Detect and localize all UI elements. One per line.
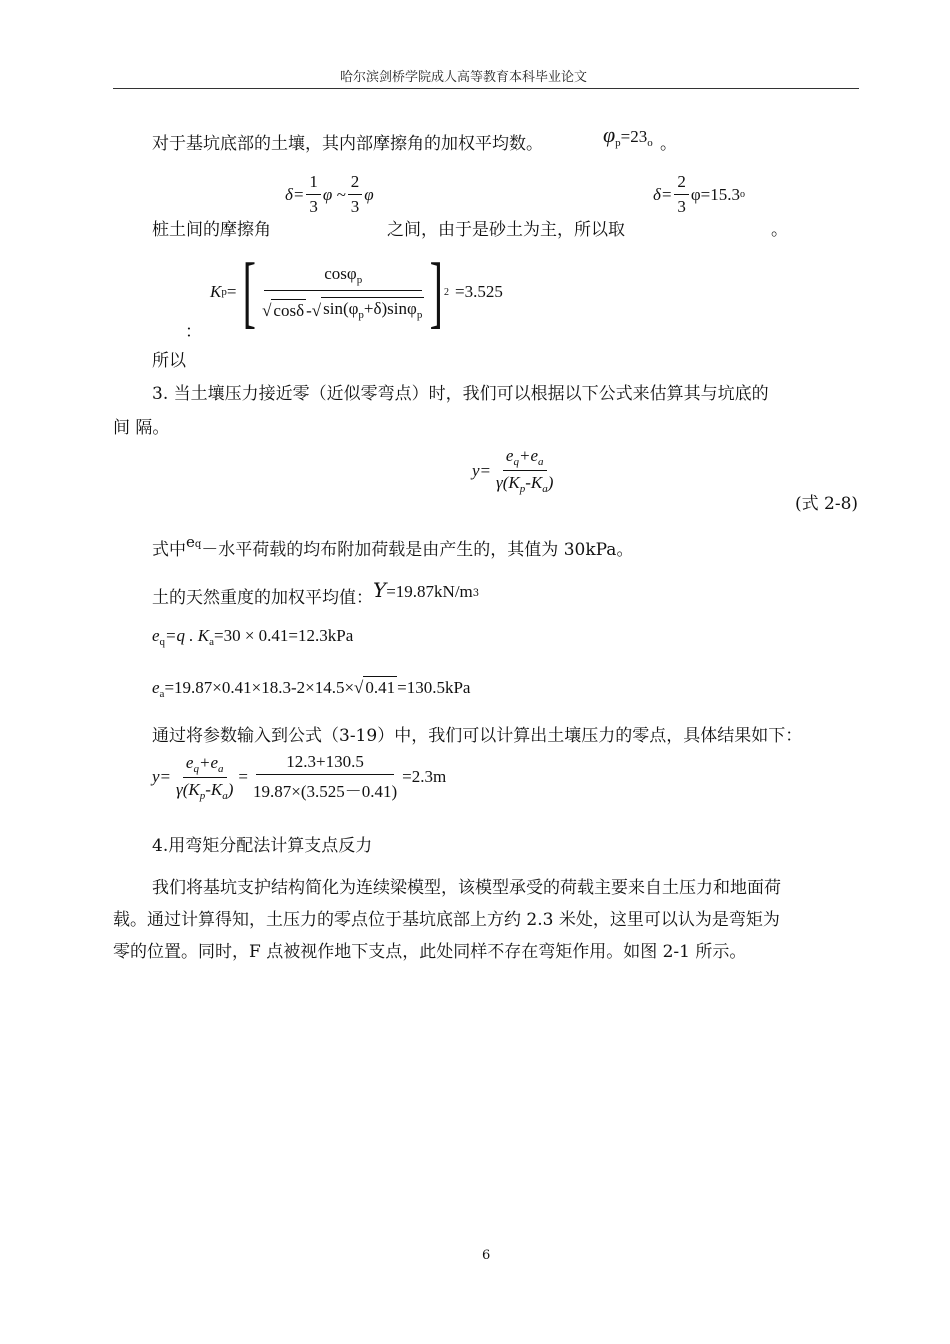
cos-delta: cosδ xyxy=(273,300,305,320)
sub: q xyxy=(159,636,166,648)
d-c: ) xyxy=(227,779,234,799)
numerator xyxy=(183,753,227,778)
period: 。 xyxy=(771,220,788,240)
delta-lhs: δ= xyxy=(653,184,673,204)
fraction-one-third xyxy=(306,172,321,217)
sub: p xyxy=(416,308,423,321)
kp-formula: K p = [ cosφ$_p$ √ cosδ -√ $\sin(\varphi_p+\delta)\sin\varphi_p$ ] 2 =3.525 xyxy=(210,248,503,336)
gamma-symbol: Y xyxy=(373,578,387,602)
equation-ea xyxy=(152,676,470,700)
period: 。 xyxy=(660,134,677,154)
paragraph-friction-avg xyxy=(152,134,543,154)
sub: p xyxy=(199,789,206,802)
sub: a xyxy=(159,688,165,700)
delta-range-formula xyxy=(285,172,374,217)
paragraph-substitution: 通过将参数输入到公式（3-19）中，我们可以计算出土壤压力的零点，具体结果如下： xyxy=(152,726,803,746)
fraction xyxy=(493,446,556,495)
sin-a: sin(φ xyxy=(323,298,359,318)
page-number: 6 xyxy=(482,1248,491,1263)
sub: q xyxy=(194,539,202,550)
denominator xyxy=(493,471,556,495)
e: e xyxy=(152,678,160,697)
num: 1 xyxy=(306,172,321,195)
paragraph-continuous-beam-line3: 零的位置。同时，F 点被视作地下支点，此处同样不存在弯矩作用。如图 2-1 所示。 xyxy=(113,942,747,962)
section-heading: 4.用弯矩分配法计算支点反力 xyxy=(152,836,373,856)
sub: q xyxy=(193,762,199,775)
d-b: -K xyxy=(205,779,223,799)
sin-term xyxy=(321,297,424,321)
d-a: γ(K xyxy=(496,473,520,492)
fraction-symbolic xyxy=(173,753,236,802)
phi-tilde: φ ~ xyxy=(322,184,346,204)
sqrt: √ 0.41 xyxy=(354,678,396,697)
numerator xyxy=(503,446,547,471)
header-rule xyxy=(113,88,859,89)
text: 对于基坑底部的土壤，其内部摩擦角的加权平均数。 xyxy=(152,134,543,154)
eq-symbol xyxy=(186,533,201,551)
sub: q xyxy=(513,456,519,468)
e: e xyxy=(186,533,195,551)
num: 2 xyxy=(674,172,689,195)
equation-y-result xyxy=(152,752,446,802)
num: 2 xyxy=(348,172,363,195)
value: =19.87kN/m xyxy=(386,582,473,601)
sub: p xyxy=(519,483,526,495)
sub: p xyxy=(221,286,227,298)
page-header: 哈尔滨剑桥学院成人高等教育本科毕业论文 xyxy=(340,70,588,85)
kp-numerator xyxy=(264,264,422,291)
y-lhs: y= xyxy=(152,767,172,786)
minus: - xyxy=(306,300,312,320)
power: 2 xyxy=(443,286,449,298)
sub: a xyxy=(209,636,214,648)
equation-label: (式 2-8) xyxy=(795,494,859,514)
sqrt-sin: √ $\sin(\varphi_p+\delta)\sin\varphi_p$ xyxy=(311,298,423,321)
denominator: 19.87×(3.525－0.41) xyxy=(253,782,398,801)
equals: = xyxy=(238,767,248,786)
sup: 3 xyxy=(472,588,480,599)
text: 土的天然重度的加权平均值： xyxy=(152,588,373,608)
q-ka: =q . K xyxy=(165,626,210,645)
colon: ： xyxy=(185,322,202,342)
paragraph-continuous-beam-line2: 载。通过计算得知，土压力的零点位于基坑底部上方约 2.3 米处，这里可以认为是弯矩为 xyxy=(113,910,780,930)
den: 3 xyxy=(677,197,686,216)
delta-lhs: δ= xyxy=(285,184,305,204)
fraction-two-third xyxy=(674,172,689,217)
d-c: ) xyxy=(547,473,554,492)
sub: a xyxy=(218,762,224,775)
paragraph-continuous-beam: 我们将基坑支护结构简化为连续梁模型，该模型承受的荷载主要来自土压力和地面荷 xyxy=(152,878,781,898)
phi-p-value: $\varphi_p=23_o$ xyxy=(603,122,653,149)
d-a: γ(K xyxy=(176,779,200,799)
e: e xyxy=(185,752,194,772)
e2: +e xyxy=(518,446,538,465)
sub: a xyxy=(222,789,228,802)
right-bracket: ] xyxy=(430,248,444,336)
equation-2-8 xyxy=(472,446,558,495)
sub: p xyxy=(356,273,363,286)
result: =130.5kPa xyxy=(397,678,471,697)
sub: a xyxy=(538,456,544,468)
numerator: 12.3+130.5 xyxy=(256,752,394,775)
kp-fraction xyxy=(259,264,427,321)
kp-lhs: K xyxy=(210,282,222,301)
phi: φ xyxy=(364,184,374,204)
e2: +e xyxy=(198,752,218,772)
den: 3 xyxy=(309,197,318,216)
phi-sub: p xyxy=(615,137,621,149)
post: －水平荷载的均布附加荷载是由产生的，其值为 30kPa。 xyxy=(201,540,634,560)
paragraph-zero-point: 3. 当土壤压力接近零（近似零弯点）时，我们可以根据以下公式来估算其与坑底的 xyxy=(152,384,769,404)
den: 3 xyxy=(350,197,360,216)
deg: o xyxy=(647,137,653,149)
sub: a xyxy=(542,483,548,495)
sin-b: +δ)sinφ xyxy=(363,298,417,318)
e: e xyxy=(505,446,514,465)
equation-eq xyxy=(152,626,353,648)
text-so: 所以 xyxy=(152,351,186,371)
cos-phi: cosφ xyxy=(324,263,357,283)
phi-value: φ=15.3 xyxy=(690,184,741,204)
paragraph-zero-point-line2: 间 隔。 xyxy=(113,418,170,438)
text-between: 之间，由于是砂土为主，所以取 xyxy=(387,220,625,240)
paragraph-unit-weight xyxy=(152,578,480,608)
sqrt-cos-delta: √ cosδ xyxy=(262,300,305,320)
fraction-two-third xyxy=(348,172,363,217)
y-lhs: y= xyxy=(472,460,492,480)
denominator xyxy=(173,778,236,802)
expression: =19.87×0.41×18.3-2×14.5× xyxy=(164,678,355,697)
kp-denominator xyxy=(259,291,427,321)
d-b: -K xyxy=(525,473,543,492)
left-bracket: [ xyxy=(243,248,257,336)
phi-val: =23 xyxy=(620,127,648,146)
sub: p xyxy=(358,308,364,321)
result: =30 × 0.41=12.3kPa xyxy=(214,626,354,645)
paragraph-eq-def xyxy=(152,533,634,563)
e: e xyxy=(152,626,160,645)
kp-result: =3.525 xyxy=(454,282,503,301)
deg: o xyxy=(740,189,746,200)
text-pile-soil-friction: 桩土间的摩擦角 xyxy=(152,220,271,240)
pre: 式中 xyxy=(152,540,186,560)
result: =2.3m xyxy=(402,767,447,786)
delta-take-formula xyxy=(653,172,745,217)
root: 0.41 xyxy=(365,678,396,697)
fraction-numeric xyxy=(250,752,400,802)
